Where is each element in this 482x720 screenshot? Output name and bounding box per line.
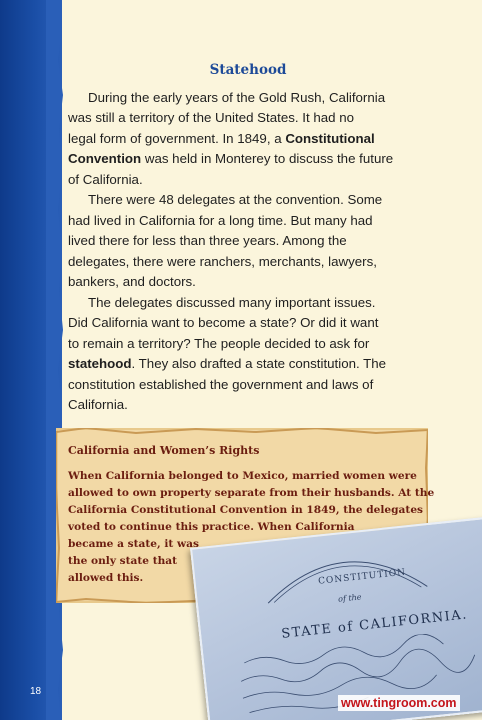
text-run: California.: [68, 397, 128, 412]
sidebar-line: California Constitutional Convention in 1849, the delegates: [68, 504, 424, 516]
body-paragraph: [68, 88, 428, 191]
text-run: During the early years of the Gold Rush, California: [88, 89, 386, 105]
text-run: bankers, and doctors.: [68, 274, 196, 289]
text-run: was still a territory of the United States. It had no: [68, 110, 355, 125]
text-run: . They also drafted a state constitution. The: [131, 356, 387, 371]
document-state-line: STATE of CALIFORNIA.: [280, 607, 469, 642]
body-paragraph: [68, 190, 428, 293]
blue-edge-band: [0, 0, 62, 720]
body-paragraph: [68, 293, 428, 416]
sidebar-line: voted to continue this practice. When California: [68, 521, 355, 533]
body-paragraphs: [68, 88, 428, 416]
main-text-column: [68, 60, 428, 416]
text-run: to remain a territory? The people decided to ask for: [68, 335, 370, 351]
bold-term: Convention: [68, 151, 142, 166]
section-heading: Statehood: [209, 62, 287, 78]
bold-term: Constitutional: [285, 130, 375, 146]
text-run: legal form of government. In 1849, a: [68, 130, 286, 146]
watermark: www.tingroom.com: [338, 695, 460, 711]
text-run: Did California want to become a state? Or did it want: [68, 315, 379, 330]
torn-edge-decoration: [46, 0, 66, 720]
document-title-line: CONSTITUTION: [317, 567, 407, 587]
document-subtitle-line: of the: [337, 592, 362, 604]
bold-term: statehood: [68, 356, 132, 371]
sidebar-line: allowed this.: [68, 572, 144, 584]
sidebar-title: California and Women’s Rights: [68, 444, 260, 457]
sidebar-line: became a state, it was: [68, 538, 199, 550]
text-run: had lived in California for a long time. But many had: [68, 212, 373, 228]
page-number: 18: [30, 686, 42, 697]
text-run: There were 48 delegates at the convention. Some: [88, 192, 383, 207]
text-run: lived there for less than three years. Among the: [68, 233, 347, 248]
sidebar-line: allowed to own property separate from their husbands. At the: [68, 487, 435, 499]
text-run: was held in Monterey to discuss the future: [141, 151, 394, 166]
sidebar-line: the only state that: [68, 555, 178, 567]
text-run: of California.: [68, 171, 143, 187]
text-run: delegates, there were ranchers, merchants, lawyers,: [68, 253, 377, 269]
sidebar-line: When California belonged to Mexico, married women were: [68, 470, 417, 482]
text-run: The delegates discussed many important issues.: [88, 294, 376, 310]
text-run: constitution established the government and laws of: [68, 376, 374, 392]
constitution-document-image: [190, 516, 482, 720]
